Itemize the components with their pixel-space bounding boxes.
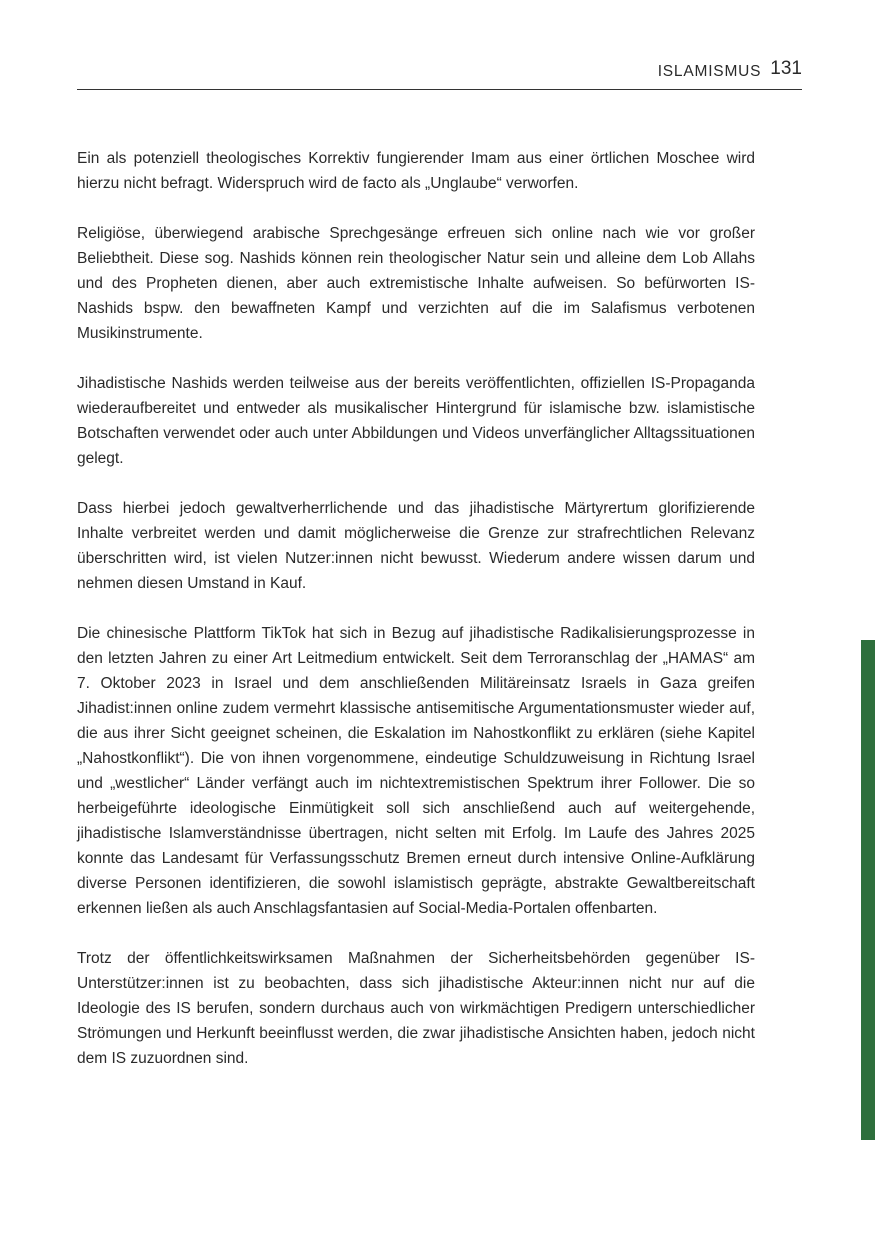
paragraph-jihadist-nashids: Jihadistische Nashids werden teilweise aus der bereits veröffentlichten, offiziellen IS-Propaganda wiederaufbereitet und entweder als musikalischer Hintergrund für islamische bzw. islamistische Botschaften verwendet oder auch unter Abbildungen und Videos unverfänglicher Alltagssituationen gelegt. [77, 375, 755, 467]
section-title: ISLAMISMUS [657, 63, 762, 80]
chapter-thumb-tab [861, 640, 875, 1140]
running-header [77, 56, 802, 90]
paragraph-tiktok: Die chinesische Plattform TikTok hat sich in Bezug auf jihadistische Radikalisierungsprozesse in den letzten Jahren zu einer Art Leitmedium entwickelt. Seit dem Terroranschlag der „HAMAS“ am 7. Oktober 2023 in Israel und dem anschließenden Militäreinsatz Israels in Gaza greifen Jihadist:innen online zudem vermehrt klassische antisemitische Argumentationsmuster wieder auf, die aus ihrer Sicht geeignet scheinen, die Eskalation im Nahostkonflikt zu erklären (siehe Kapitel „Nahostkonflikt“). Die von ihnen vorgenommene, eindeutige Schuldzuweisung in Richtung Israel und „westlicher“ Länder verfängt auch im nichtextremistischen Spektrum ihrer Follower. Die so herbeigeführte ideologische Einmütigkeit soll sich anschließend auch auf weitergehende, jihadistische Islamverständnisse übertragen, nicht selten mit Erfolg. Im Laufe des Jahres 2025 konnte das Landesamt für Verfassungsschutz Bremen erneut durch intensive Online-Aufklärung diverse Personen identifizieren, die sowohl islamistisch geprägte, abstrakte Gewaltbereitschaft erkennen ließen als auch Anschlagsfantasien auf Social-Media-Portalen offenbarten. [77, 625, 755, 917]
page-number: 131 [770, 58, 802, 79]
paragraph-is-supporters: Trotz der öffentlichkeitswirksamen Maßnahmen der Sicherheitsbehörden gegenüber IS-Unterstützer:innen ist zu beobachten, dass sich jihadistische Akteur:innen nicht nur auf die Ideologie des IS berufen, sondern durchaus auch von wirkmächtigen Predigern unterschiedlicher Strömungen und Herkunft beeinflusst werden, die zwar jihadistische Ansichten haben, jedoch nicht dem IS zuzuordnen sind. [77, 950, 755, 1067]
paragraph-glorification: Dass hierbei jedoch gewaltverherrlichende und das jihadistische Märtyrertum glorifizierende Inhalte verbreitet werden und damit möglicherweise die Grenze zur strafrechtlichen Relevanz überschritten wird, ist vielen Nutzer:innen nicht bewusst. Wiederum andere wissen darum und nehmen diesen Umstand in Kauf. [77, 500, 755, 592]
body-text [77, 146, 755, 1096]
paragraph-imam: Ein als potenziell theologisches Korrektiv fungierender Imam aus einer örtlichen Moschee wird hierzu nicht befragt. Widerspruch wird de facto als „Unglaube“ verworfen. [77, 150, 755, 192]
paragraph-nashids: Religiöse, überwiegend arabische Sprechgesänge erfreuen sich online nach wie vor großer Beliebtheit. Diese sog. Nashids können rein theologischer Natur sein und alleine dem Lob Allahs und des Propheten dienen, aber auch extremistische Inhalte aufweisen. So befürworten IS-Nashids bspw. den bewaffneten Kampf und verzichten auf die im Salafismus verbotenen Musikinstrumente. [77, 225, 755, 342]
